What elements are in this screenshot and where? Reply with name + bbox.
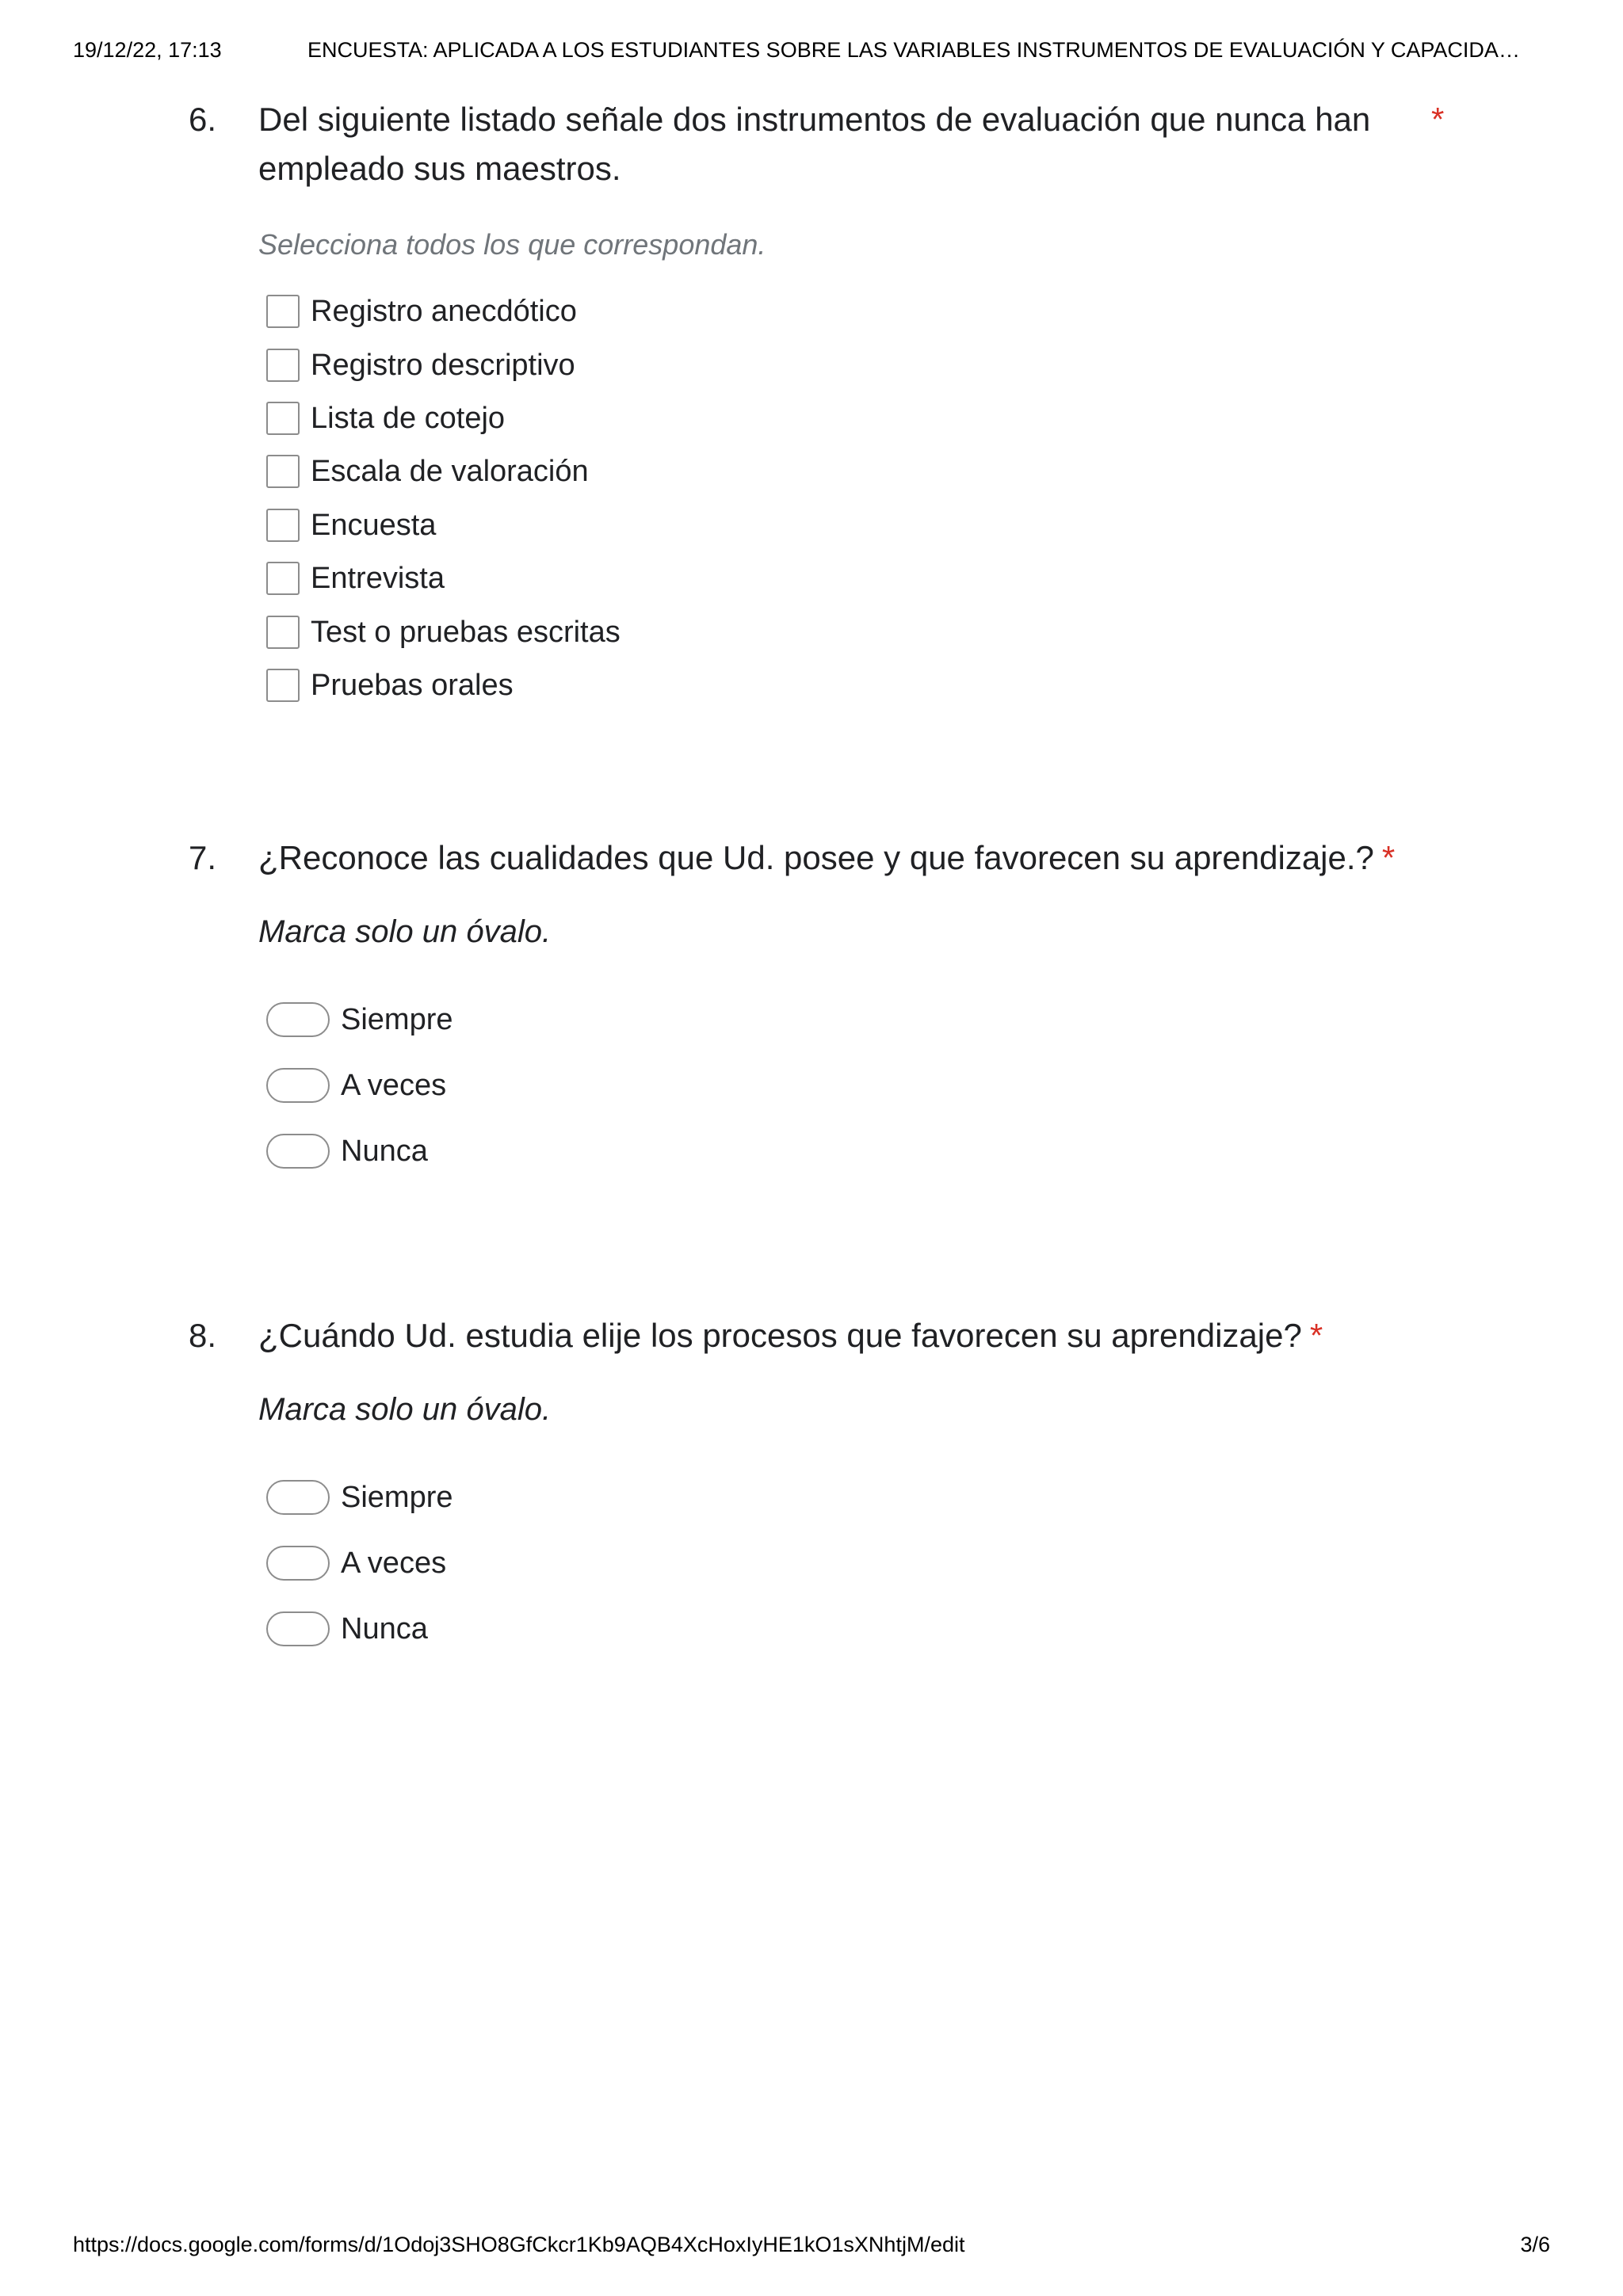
radio-option[interactable] xyxy=(266,996,453,1043)
option-label: Nunca xyxy=(341,1134,428,1168)
question-number: 6. xyxy=(189,101,217,138)
question-title xyxy=(258,95,1370,193)
question-8 xyxy=(189,1311,1457,1668)
checkbox[interactable] xyxy=(266,295,300,328)
radio-option[interactable] xyxy=(266,1062,446,1109)
option-label: Escala de valoración xyxy=(311,454,589,488)
option-label: Encuesta xyxy=(311,508,437,542)
question-title-line2: empleado sus maestros. xyxy=(258,150,621,187)
checkbox-option[interactable] xyxy=(266,662,514,709)
checkbox[interactable] xyxy=(266,402,300,435)
radio-oval[interactable] xyxy=(266,1546,330,1581)
radio-oval[interactable] xyxy=(266,1002,330,1037)
question-hint: Selecciona todos los que correspondan. xyxy=(258,228,766,261)
option-label: Lista de cotejo xyxy=(311,401,506,435)
option-label: A veces xyxy=(341,1546,447,1580)
checkbox-option[interactable] xyxy=(266,608,621,656)
radio-oval[interactable] xyxy=(266,1068,330,1103)
option-label: Entrevista xyxy=(311,561,445,595)
option-label: Siempre xyxy=(341,1480,453,1514)
question-7 xyxy=(189,833,1457,1190)
option-label: Registro descriptivo xyxy=(311,348,575,382)
print-header xyxy=(73,38,1550,70)
checkbox-option[interactable] xyxy=(266,555,445,602)
checkbox[interactable] xyxy=(266,669,300,702)
radio-option[interactable] xyxy=(266,1605,428,1653)
checkbox-option[interactable] xyxy=(266,288,577,335)
question-number: 8. xyxy=(189,1317,217,1354)
checkbox-option[interactable] xyxy=(266,502,436,549)
radio-oval[interactable] xyxy=(266,1134,330,1169)
checkbox[interactable] xyxy=(266,509,300,542)
question-number: 7. xyxy=(189,839,217,876)
print-footer xyxy=(73,2233,1550,2264)
radio-option[interactable] xyxy=(266,1474,453,1521)
question-title-text: ¿Reconoce las cualidades que Ud. posee y que favorecen su aprendizaje.? xyxy=(258,839,1374,876)
option-label: Test o pruebas escritas xyxy=(311,615,621,649)
checkbox[interactable] xyxy=(266,455,300,488)
checkbox[interactable] xyxy=(266,349,300,382)
question-title xyxy=(258,833,1395,883)
required-asterisk: * xyxy=(1431,101,1445,138)
option-label: Pruebas orales xyxy=(311,668,514,702)
print-datetime: 19/12/22, 17:13 xyxy=(73,38,222,62)
checkbox[interactable] xyxy=(266,562,300,595)
radio-oval[interactable] xyxy=(266,1480,330,1515)
question-title-text: ¿Cuándo Ud. estudia elije los procesos que favorecen su aprendizaje? xyxy=(258,1317,1302,1354)
question-title xyxy=(258,1311,1323,1360)
checkbox-option[interactable] xyxy=(266,395,505,442)
option-label: A veces xyxy=(341,1068,447,1102)
radio-option[interactable] xyxy=(266,1127,428,1175)
question-hint: Marca solo un óvalo. xyxy=(258,1392,552,1427)
question-title-line1: Del siguiente listado señale dos instrumentos de evaluación que nunca han xyxy=(258,101,1371,138)
option-label: Nunca xyxy=(341,1611,428,1646)
print-url: https://docs.google.com/forms/d/1Odoj3SHO8GfCkcr1Kb9AQB4XcHoxIyHE1kO1sXNhtjM/edit xyxy=(73,2233,965,2256)
required-asterisk: * xyxy=(1309,1317,1323,1354)
checkbox-option[interactable] xyxy=(266,448,589,495)
radio-option[interactable] xyxy=(266,1539,446,1587)
question-hint: Marca solo un óvalo. xyxy=(258,914,552,949)
radio-oval[interactable] xyxy=(266,1611,330,1646)
page-number: 3/6 xyxy=(1520,2233,1550,2256)
checkbox[interactable] xyxy=(266,616,300,649)
question-6 xyxy=(189,95,1457,729)
required-asterisk: * xyxy=(1381,839,1396,876)
checkbox-option[interactable] xyxy=(266,341,575,389)
print-document-title: ENCUESTA: APLICADA A LOS ESTUDIANTES SOBRE LAS VARIABLES INSTRUMENTOS DE EVALUACIÓN Y CAPACIDA… xyxy=(307,38,1520,62)
option-label: Registro anecdótico xyxy=(311,294,577,328)
option-label: Siempre xyxy=(341,1002,453,1036)
